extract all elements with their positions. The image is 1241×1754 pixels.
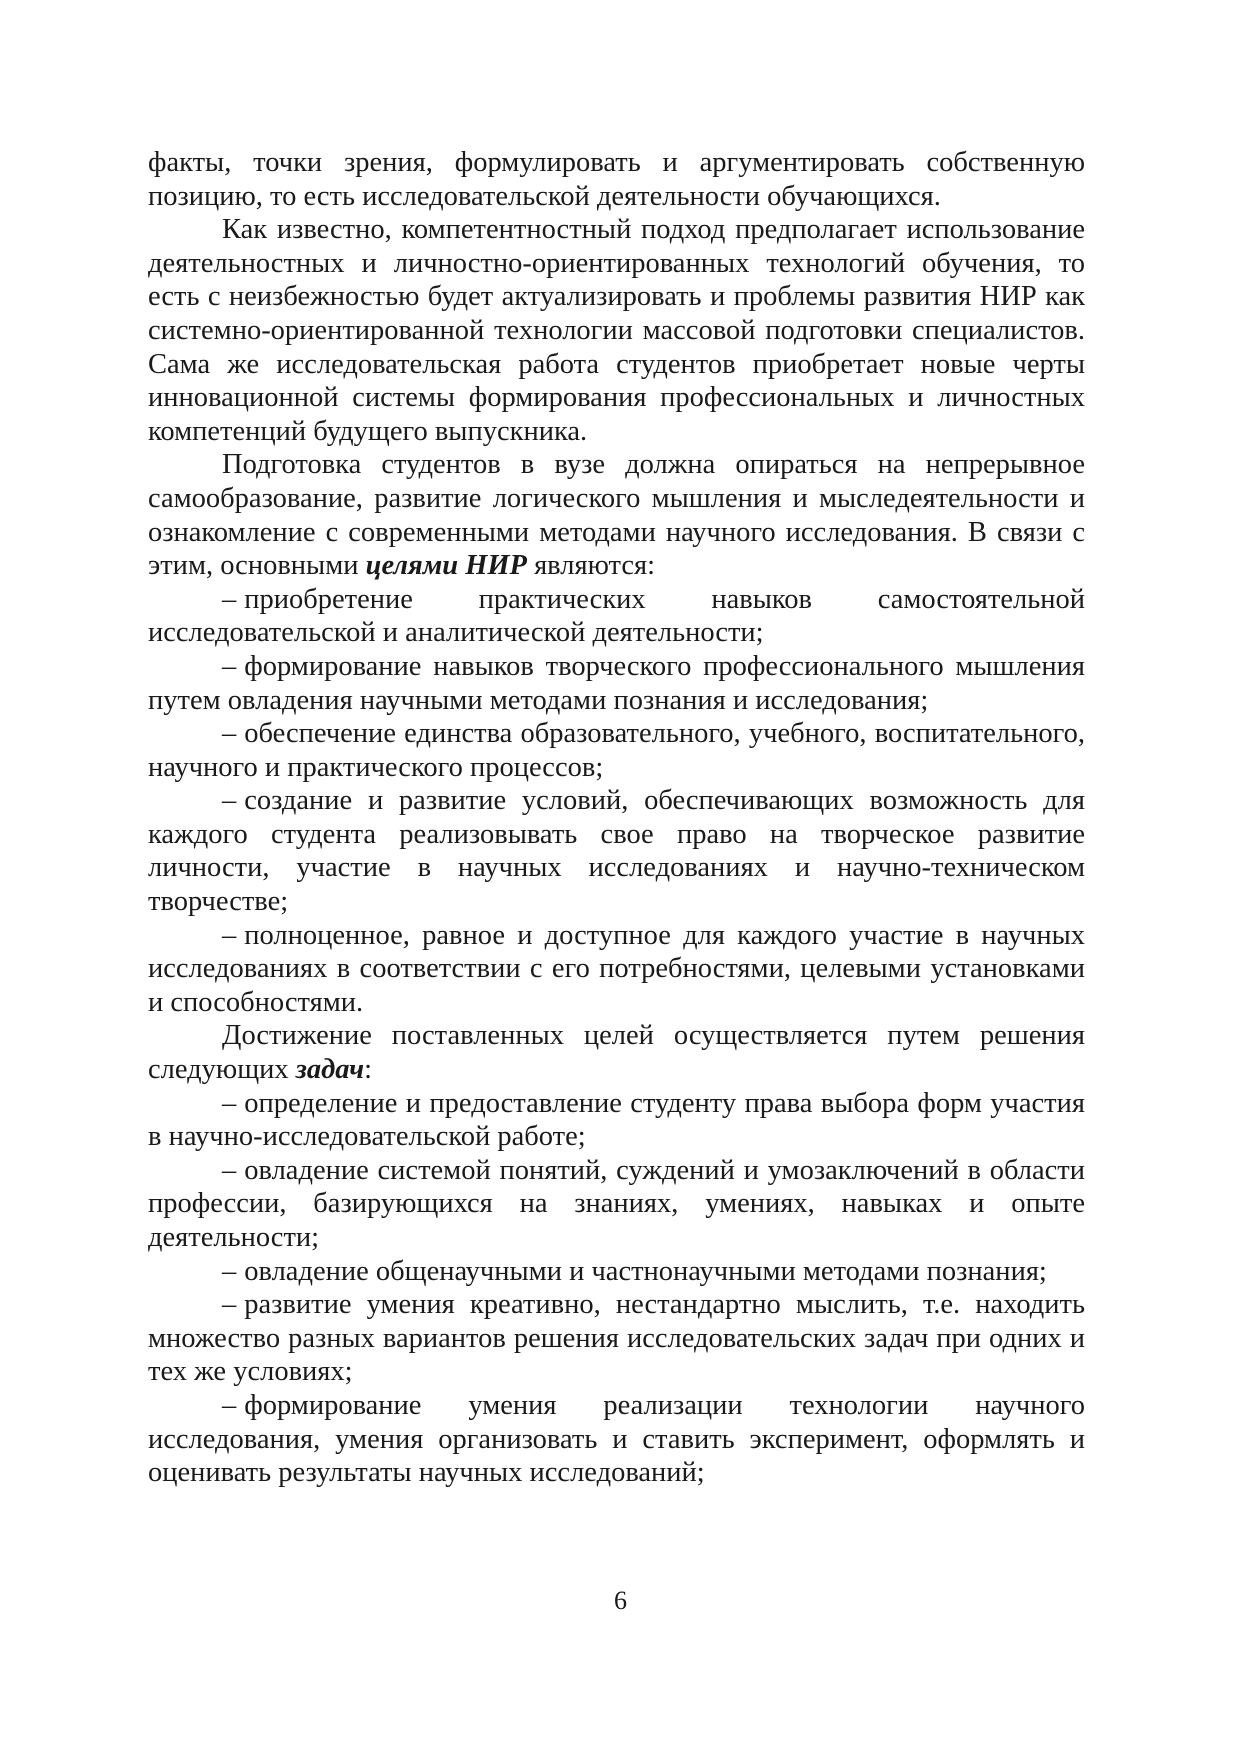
list-item: [148, 717, 1085, 784]
paragraph-competence-approach: Как известно, компетентностный подход предполагает использование деятельностных и личностно-ориентированных технологий обучения, то есть с неизбежностью будет актуализировать и проблемы развития НИР как системно-ориентированной технологии массовой подготовки специалистов. Сама же исследовательская работа студентов приобретает новые черты инновационной системы формирования профессиональных и личностных компетенций будущего выпускника.: [148, 214, 1085, 447]
list-item: [148, 1154, 1085, 1255]
list-item: [148, 784, 1085, 918]
list-item-text: овладение общенаучными и частнонаучными методами познания;: [244, 1255, 1047, 1287]
dash-marker: –: [222, 785, 237, 817]
list-item-text: формирование навыков творческого профессионального мышления путем овладения научными методами познания и исследования;: [148, 650, 1085, 716]
list-item-text: овладение системой понятий, суждений и умозаключений в области профессии, базирующихся на знаниях, умениях, навыках и опыте деятельности;: [148, 1154, 1085, 1253]
list-item-text: определение и предоставление студенту права выбора форм участия в научно-исследовательской работе;: [148, 1087, 1085, 1153]
list-item-text: создание и развитие условий, обеспечивающих возможность для каждого студента реализовывать свое право на творческое развитие личности, участие в научных исследованиях и научно-техническом творчестве;: [148, 785, 1085, 918]
list-item: [148, 583, 1085, 650]
list-item: [148, 1087, 1085, 1154]
dash-marker: –: [222, 718, 237, 750]
paragraph-text: :: [364, 1054, 373, 1086]
dash-marker: –: [222, 1389, 237, 1421]
list-item-text: полноценное, равное и доступное для каждого участие в научных исследованиях в соответствии с его потребностями, целевыми установками и способностями.: [148, 919, 1085, 1018]
list-item-text: формирование умения реализации технологии научного исследования, умения организовать и ставить эксперимент, оформлять и оценивать результаты научных исследований;: [148, 1389, 1085, 1489]
paragraph-tasks-intro: [148, 1019, 1085, 1086]
dash-marker: –: [222, 919, 237, 951]
goals-term: целями НИР: [365, 550, 527, 582]
dash-marker: –: [222, 1087, 237, 1119]
tasks-list: [148, 1087, 1085, 1490]
list-item-text: приобретение практических навыков самостоятельной исследовательской и аналитической деятельности;: [148, 583, 1085, 649]
paragraph-continuation: факты, точки зрения, формулировать и аргументировать собственную позицию, то есть исследовательской деятельности обучающихся.: [148, 147, 1085, 212]
paragraph-text: являются:: [534, 550, 655, 582]
paragraph-text: Достижение поставленных целей осуществляется путем решения следующих: [148, 1020, 1085, 1086]
document-body: [148, 146, 1085, 1490]
dash-marker: –: [222, 1154, 237, 1186]
list-item: [148, 1288, 1085, 1389]
list-item: [148, 1255, 1085, 1289]
dash-marker: –: [222, 1289, 237, 1321]
goals-list: [148, 583, 1085, 1020]
list-item-text: обеспечение единства образовательного, учебного, воспитательного, научного и практического процессов;: [148, 718, 1085, 783]
tasks-term: задач: [295, 1054, 365, 1086]
paragraph-text: Подготовка студентов в вузе должна опираться на непрерывное самообразование, развитие логического мышления и мыследеятельности и ознакомление с современными методами научного исследования. В связи с этим, основными: [148, 449, 1085, 582]
paragraph-student-training: [148, 448, 1085, 582]
dash-marker: –: [222, 650, 237, 682]
list-item: [148, 650, 1085, 717]
page-number: 6: [614, 1586, 627, 1615]
dash-marker: –: [222, 1255, 237, 1287]
list-item: [148, 1389, 1085, 1490]
list-item-text: развитие умения креативно, нестандартно мыслить, т.е. находить множество разных вариантов решения исследовательских задач при одних и тех же условиях;: [148, 1289, 1085, 1388]
dash-marker: –: [222, 583, 237, 615]
list-item: [148, 919, 1085, 1020]
